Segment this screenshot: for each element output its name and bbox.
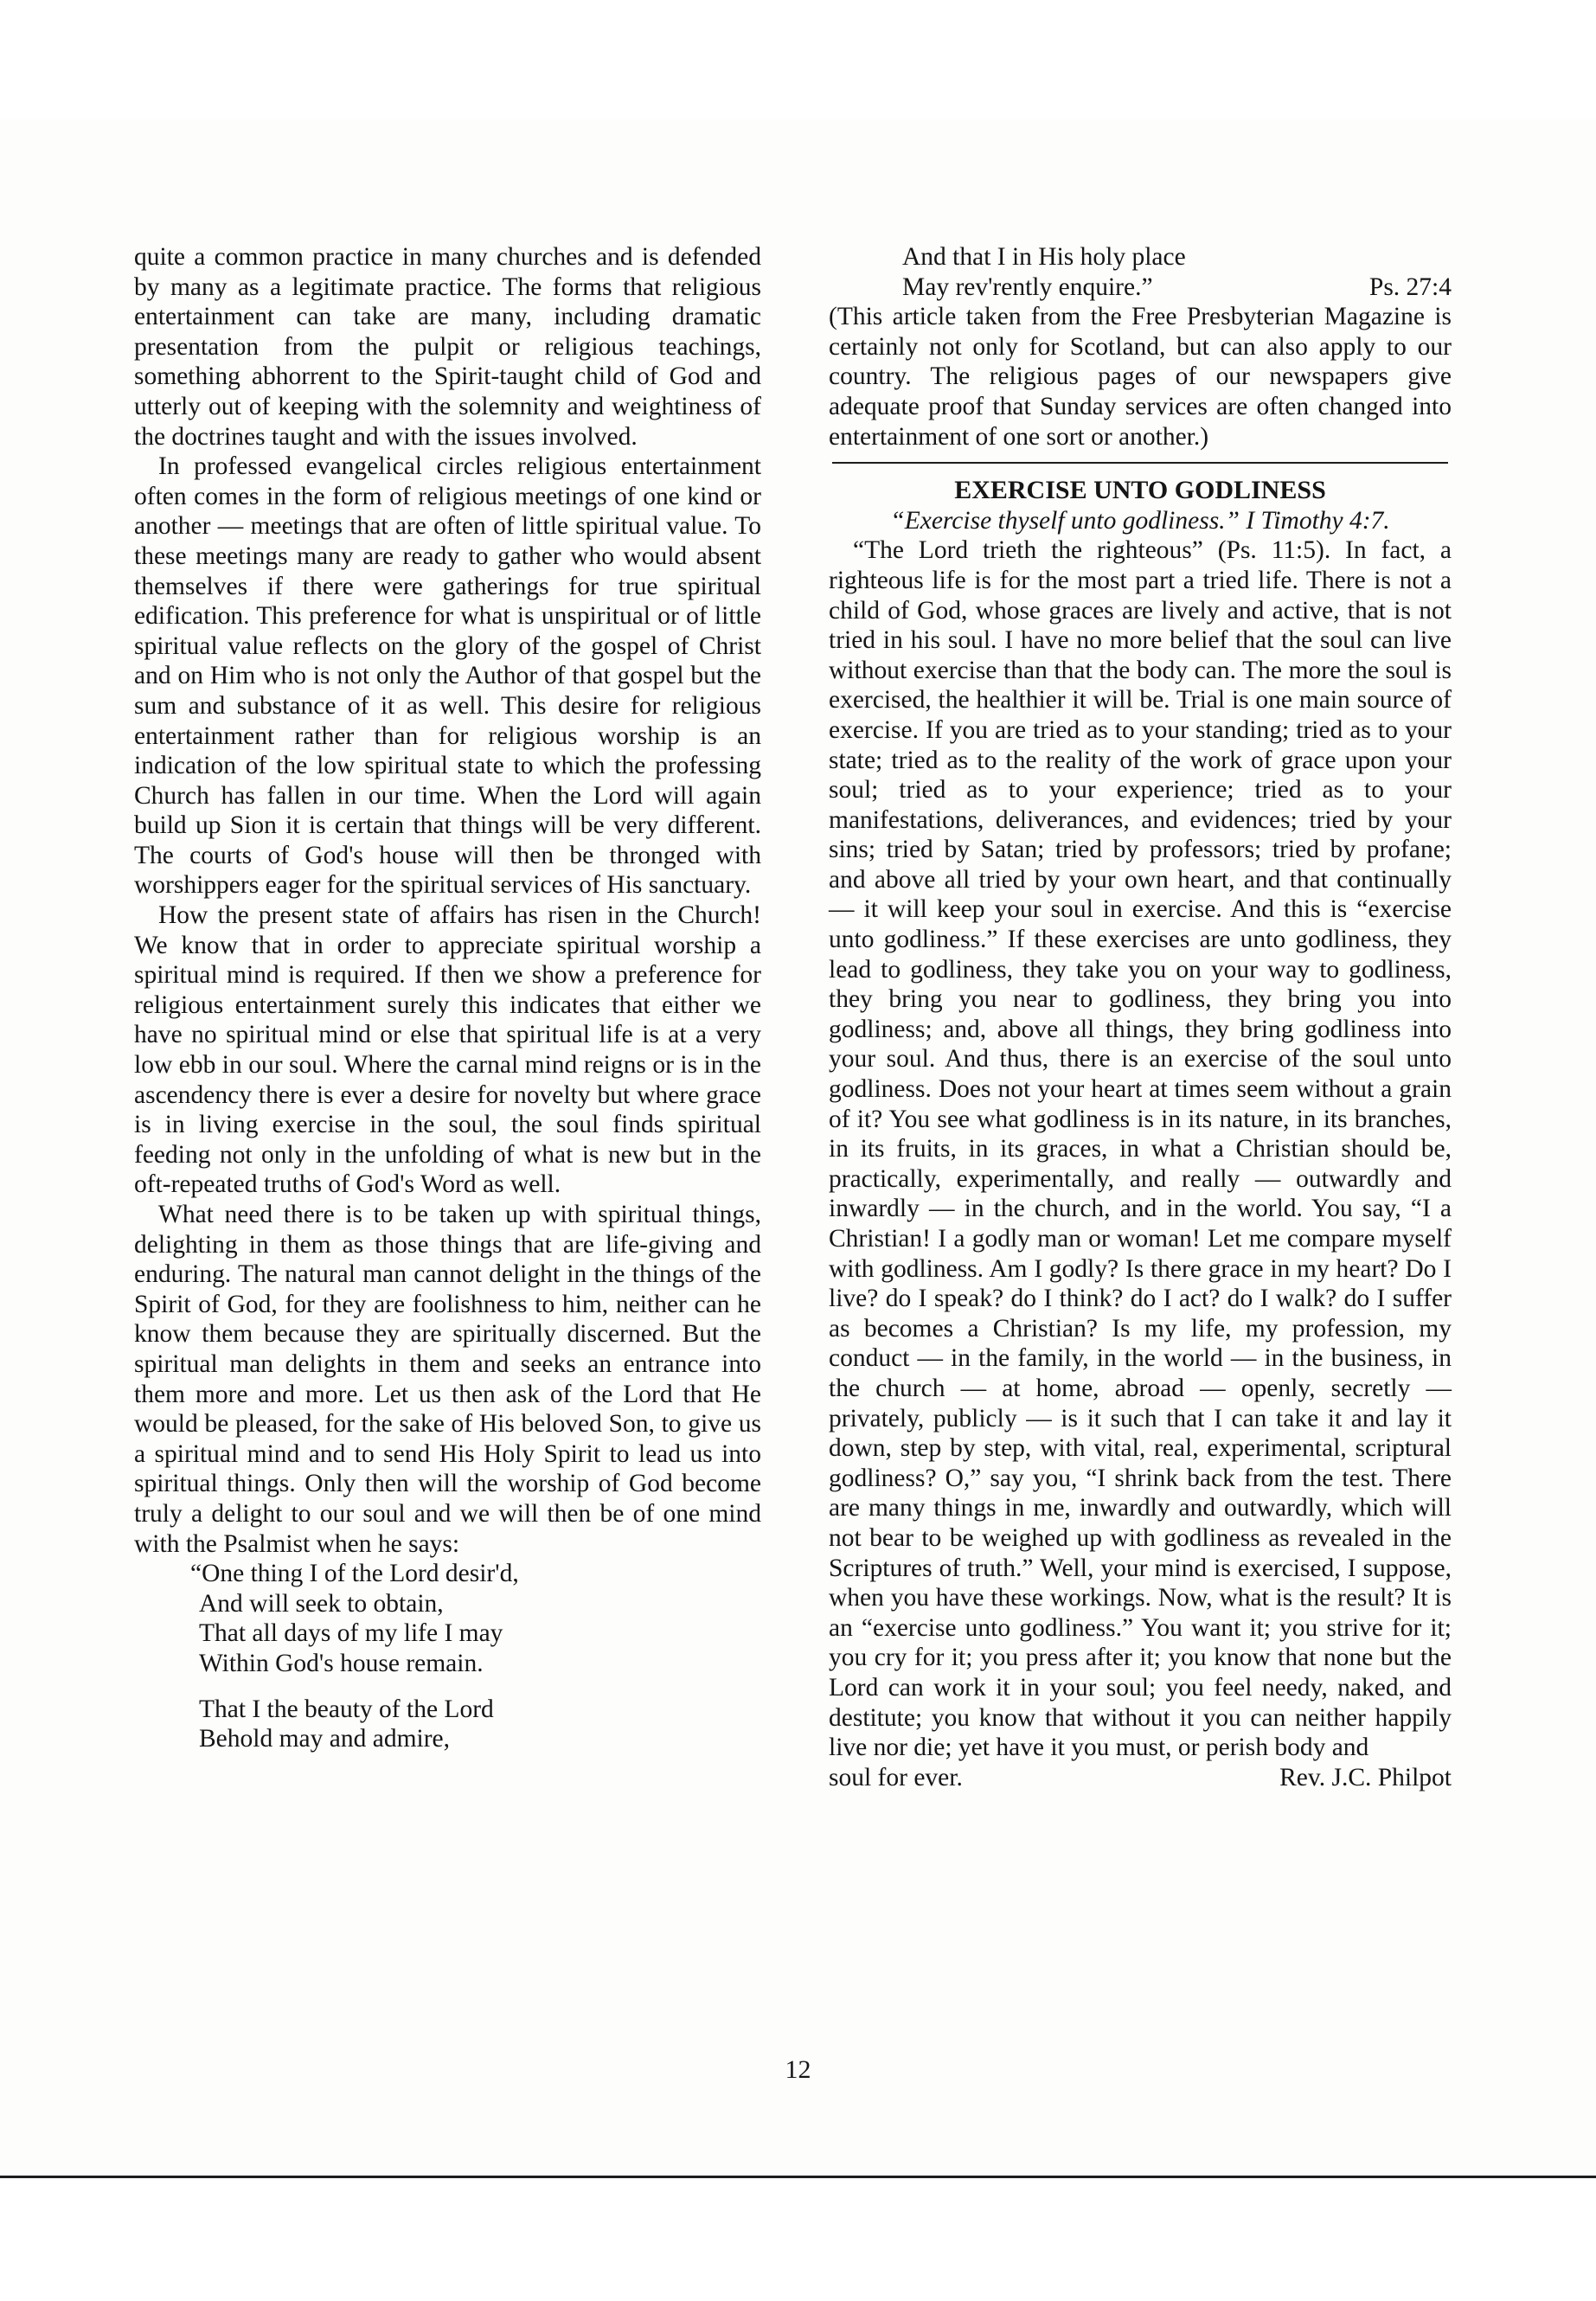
poem-line: May rev'rently enquire.” <box>902 272 1153 301</box>
article-body: “The Lord trieth the righteous” (Ps. 11:5). In fact, a righteous life is for the most part a tried life. There is not a child of God, whose graces are lively and active, that is not tried in his soul. I have no more belief that the soul can live without exercise than that the body can. The more the soul is exercised, the healthier it will be. Trial is one main source of exercise. If you are tried as to your standing; tried as to your state; tried as to the reality of the work of grace upon your soul; tried as to your experience; tried as to your manifestations, deliverances, and evidences; tried by your sins; tried by Satan; tried by professors; tried by profane; and above all tried by your own heart, and that continually — it will keep your soul in exercise. And this is “exercise unto godliness.” If these exercises are unto godliness, they lead to godliness, they take you on your way to godliness, they bring you near to godliness, they bring you into godliness; and, above all things, they bring godliness into your soul. And thus, there is an exercise of the soul unto godliness. Does not your heart at times seem without a grain of it? You see what godliness is in its nature, in its branches, in its fruits, in its graces, in what a Christian should be, practically, experimentally, and really — outwardly and inwardly — in the church, and in the world. You say, “I a Christian! I a godly man or woman! Let me compare myself with godliness. Am I godly? Is there grace in my heart? Do I live? do I speak? do I think? do I act? do I walk? do I suffer as becomes a Christian? Is my life, my profession, my conduct — in the family, in the world — in the business, in the church — at home, abroad — openly, secretly — privately, publicly — is it such that I can take it and lay it down, step by step, with vital, real, experimental, scriptural godliness? O,” say you, “I shrink back from the test. There are many things in me, inwardly and outwardly, which will not bear to be weighed up with godliness as revealed in the Scriptures of truth.” Well, your mind is exercised, I suppose, when you have these workings. Now, what is the result? It is an “exercise unto godliness.” You want it; you strive for it; you cry for it; you press after it; you know that none but the Lord can work it in your soul; you feel needy, naked, and destitute; you know that without it you can neither happily live nor die; yet have it you must, or perish body and <box>829 536 1452 1762</box>
article-heading: EXERCISE UNTO GODLINESS <box>954 476 1326 505</box>
signature-line <box>829 1763 1452 1793</box>
epigraph: “Exercise thyself unto godliness.” I Timothy 4:7. <box>890 506 1390 535</box>
editor-note: (This article taken from the Free Presbyterian Magazine is certainly not only for Scotland, but can also apply to our country. The religious pages of our newspapers give adequate proof that Sunday services are often changed into entertainment of one sort or another.) <box>829 303 1452 451</box>
closing-text: soul for ever. <box>829 1763 963 1791</box>
left-column <box>134 242 761 1754</box>
paragraph: In professed evangelical circles religious entertainment often comes in the form of religious meetings of one kind or another — meetings that are often of little spiritual value. To these meetings many are ready to gather who would absent themselves if there were gatherings for true spiritual edification. This preference for what is unspiritual or of little spiritual value reflects on the glory of the gospel of Christ and on Him who is not only the Author of that gospel but the sum and substance of it as well. This desire for religious entertainment rather than for religious worship is an indication of the low spiritual state to which the professing Church has fallen in our time. When the Lord will again build up Sion it is certain that things will be very different. The courts of God's house will then be thronged with worshippers eager for the spiritual services of His sanctuary. <box>134 452 761 900</box>
right-column <box>829 242 1452 1792</box>
page-number: 12 <box>785 2055 811 2084</box>
poem-line: Behold may and admire, <box>199 1725 451 1753</box>
psalm-poem <box>134 1559 761 1754</box>
bottom-margin <box>0 2180 1596 2301</box>
top-margin <box>0 0 1596 119</box>
poem-line: “One thing I of the Lord desir'd, <box>190 1560 519 1588</box>
poem-reference-line <box>829 272 1452 303</box>
section-divider <box>832 462 1448 464</box>
paragraph: How the present state of affairs has risen in the Church! We know that in order to appreciate spiritual worship a spiritual mind is required. If then we show a preference for religious entertainment surely this indicates that either we have no spiritual mind or else that spiritual life is at a very low ebb in our soul. Where the carnal mind reigns or is in the ascendency there is ever a desire for novelty but where grace is in living exercise in the soul, the soul finds spiritual feeding not only in the unfolding of what is new but in the oft-repeated truths of God's Word as well. <box>134 901 761 1199</box>
poem-line: Within God's house remain. <box>199 1649 484 1677</box>
poem-line: That I the beauty of the Lord <box>199 1695 494 1723</box>
poem-line: And will seek to obtain, <box>199 1589 444 1618</box>
bottom-border <box>0 2176 1596 2178</box>
poem-line: And that I in His holy place <box>902 243 1186 271</box>
paragraph: quite a common practice in many churches and is defended by many as a legitimate practice. The forms that religious entertainment can take are many, including dramatic presentation from the pulpit or religious teachings, something abhorrent to the Spirit-taught child of God and utterly out of keeping with the solemnity and weightiness of the doctrines taught and with the issues involved. <box>134 243 761 451</box>
paragraph: What need there is to be taken up with spiritual things, delighting in them as those things that are life-giving and enduring. The natural man cannot delight in the things of the Spirit of God, for they are foolishness to him, neither can he know them because they are spiritually discerned. But the spiritual man delights in them and seeks an entrance into them more and more. Let us then ask of the Lord that He would be pleased, for the sake of His beloved Son, to give us a spiritual mind and to send His Holy Spirit to lead us into spiritual things. Only then will the worship of God become truly a delight to our soul and we will then be of one mind with the Psalmist when he says: <box>134 1201 761 1558</box>
scripture-reference: Ps. 27:4 <box>1368 272 1452 301</box>
author-signature: Rev. J.C. Philpot <box>1279 1763 1452 1791</box>
poem-line: That all days of my life I may <box>199 1619 503 1648</box>
